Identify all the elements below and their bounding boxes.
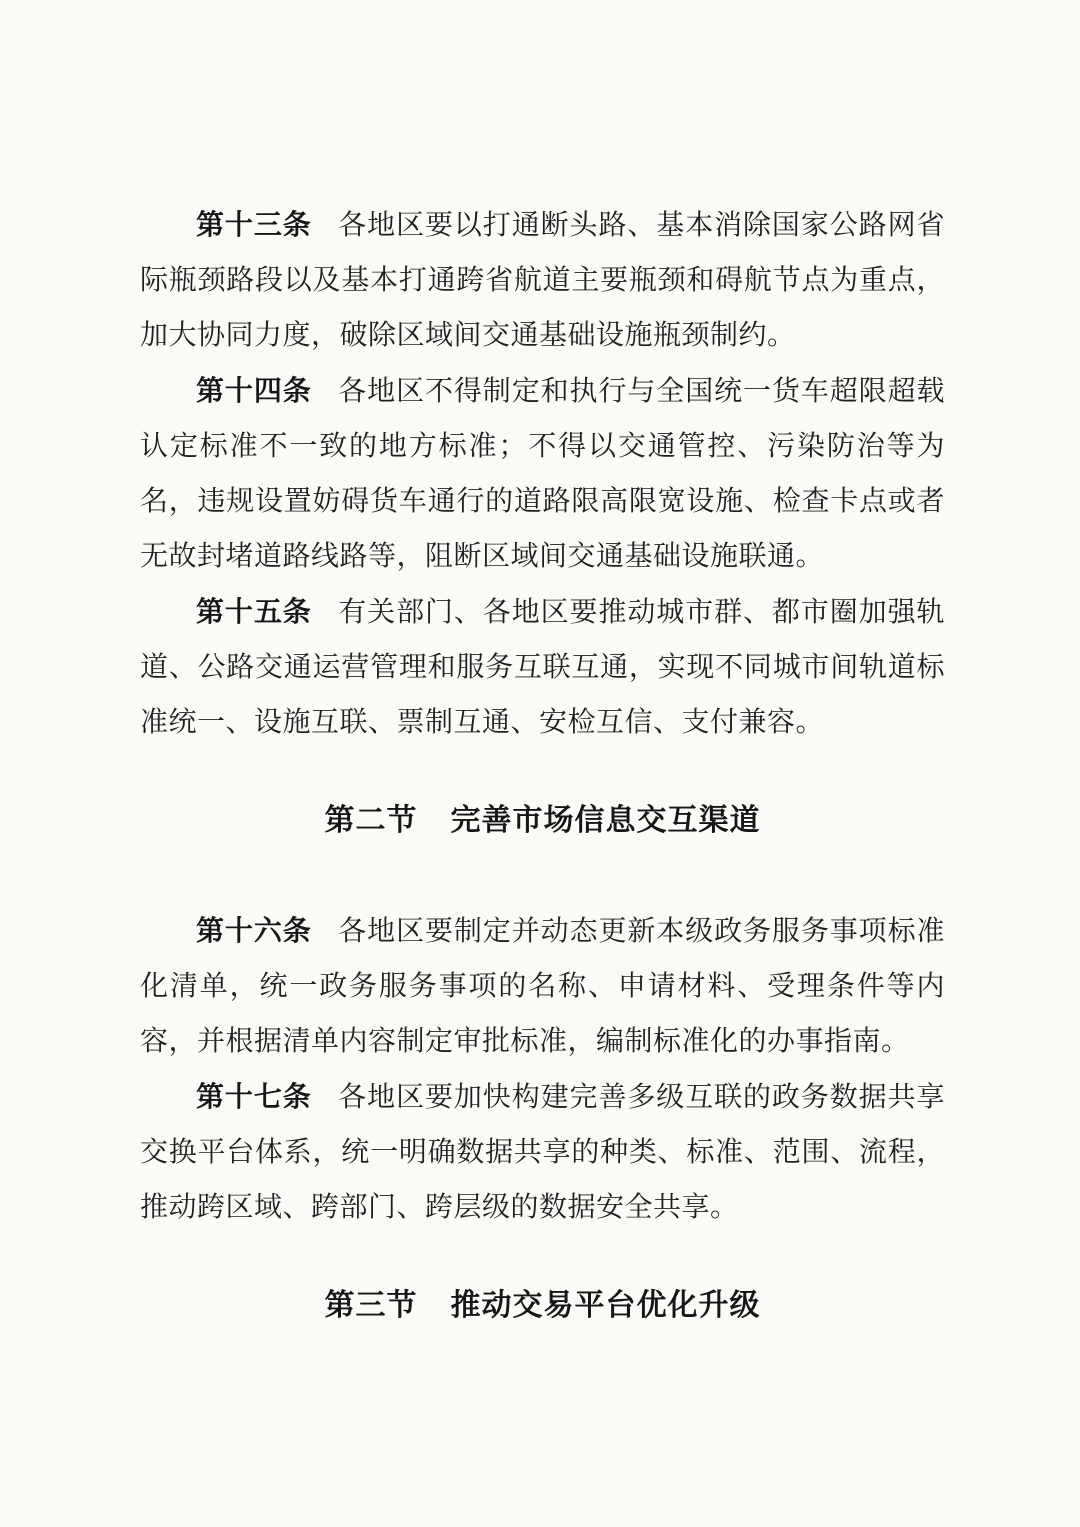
section-label: 第三节 [324, 1289, 418, 1322]
article-paragraph-16 [140, 903, 945, 1069]
article-number: 第十四条 [196, 375, 312, 406]
article-paragraph-17 [140, 1069, 945, 1235]
article-paragraph-15 [140, 584, 945, 750]
article-paragraph-13 [140, 197, 945, 363]
section-title: 完善市场信息交互渠道 [450, 804, 761, 837]
article-number: 第十七条 [196, 1081, 312, 1112]
document-content [140, 197, 945, 1388]
article-paragraph-14 [140, 363, 945, 584]
article-text: 各地区要加快构建完善多级互联的政务数据共享交换平台体系，统一明确数据共享的种类、标准、范围、流程，推动跨区域、跨部门、跨层级的数据安全共享。 [140, 1082, 945, 1223]
article-number: 第十三条 [196, 209, 312, 240]
section-title: 推动交易平台优化升级 [450, 1289, 761, 1322]
article-number: 第十六条 [196, 915, 312, 946]
article-text: 各地区不得制定和执行与全国统一货车超限超载认定标准不一致的地方标准；不得以交通管控、污染防治等为名，违规设置妨碍货车通行的道路限高限宽设施、检查卡点或者无故封堵道路线路等，阻断区域间交通基础设施联通。 [140, 376, 945, 572]
article-text: 有关部门、各地区要推动城市群、都市圈加强轨道、公路交通运营管理和服务互联互通，实现不同城市间轨道标准统一、设施互联、票制互通、安检互信、支付兼容。 [140, 597, 945, 738]
article-number: 第十五条 [196, 596, 312, 627]
section-label: 第二节 [324, 804, 418, 837]
section-heading-2 [140, 793, 945, 848]
article-text: 各地区要以打通断头路、基本消除国家公路网省际瓶颈路段以及基本打通跨省航道主要瓶颈和碍航节点为重点，加大协同力度，破除区域间交通基础设施瓶颈制约。 [140, 210, 945, 351]
article-text: 各地区要制定并动态更新本级政务服务事项标准化清单，统一政务服务事项的名称、申请材料、受理条件等内容，并根据清单内容制定审批标准，编制标准化的办事指南。 [140, 916, 945, 1057]
section-heading-3 [140, 1278, 945, 1333]
